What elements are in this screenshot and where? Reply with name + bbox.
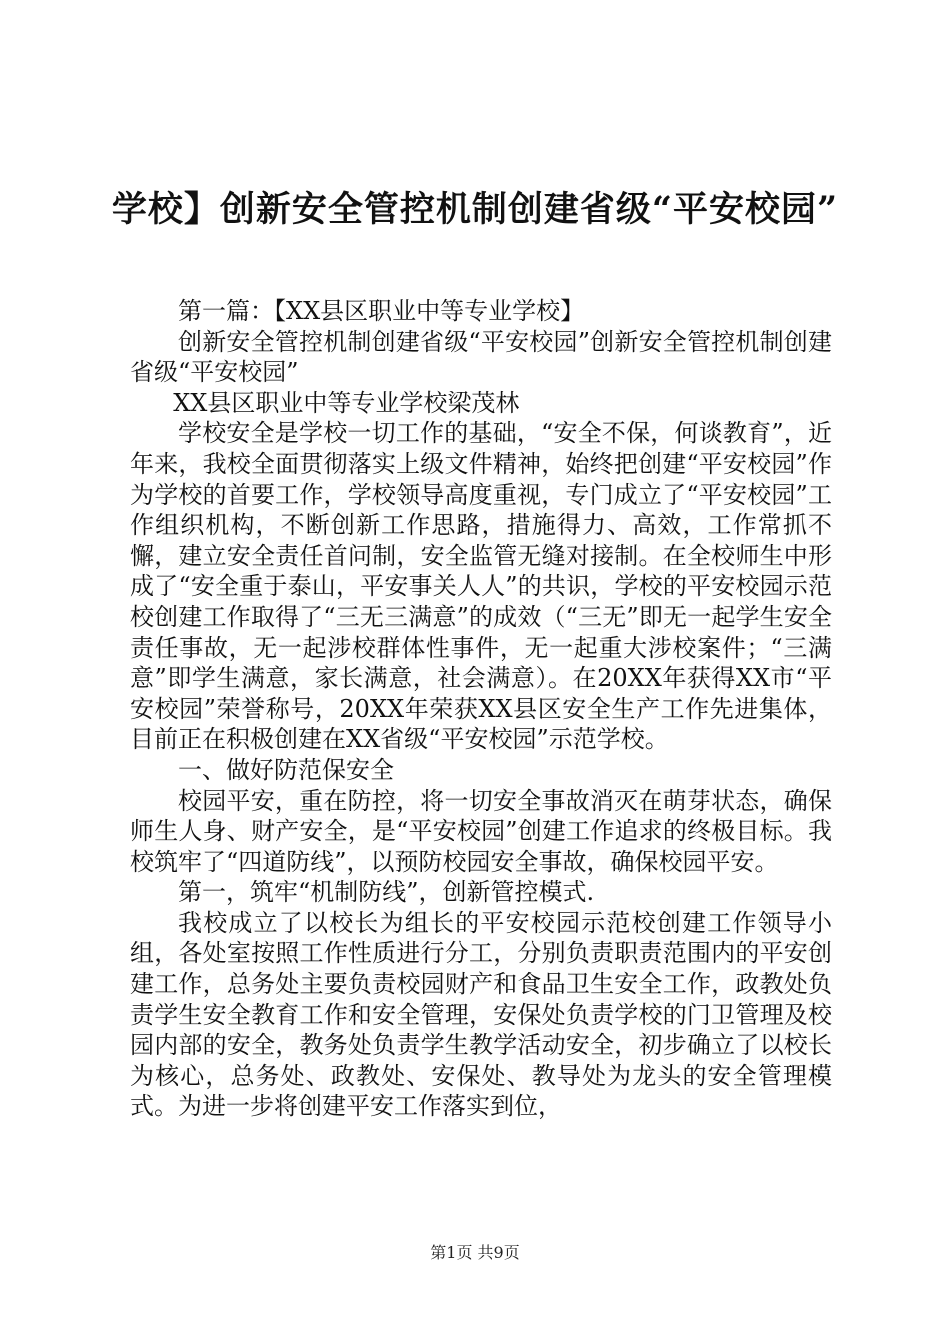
document-body xyxy=(130,296,832,1122)
author-line: XX县区职业中等专业学校梁茂林 xyxy=(173,388,520,417)
body-paragraph: 学校安全是学校一切工作的基础，“安全不保，何谈教育”，近年来，我校全面贯彻落实上级文件精神，始终把创建“平安校园”作为学校的首要工作，学校领导高度重视，专门成立了“平安校园”工作组织机构，不断创新工作思路，措施得力、高效，工作常抓不懈，建立安全责任首问制，安全监管无缝对接制。在全校师生中形成了“安全重于泰山，平安事关人人”的共识，学校的平安校园示范校创建工作取得了“三无三满意”的成效（“三无”即无一起学生安全责任事故，无一起涉校群体性事件，无一起重大涉校案件；“三满意”即学生满意，家长满意，社会满意）。在20XX年获得XX市“平安校园”荣誉称号，20XX年荣获XX县区安全生产工作先进集体，目前正在积极创建在XX省级“平安校园”示范学校。 xyxy=(130,419,832,754)
section-heading: 第一篇：【XX县区职业中等专业学校】 xyxy=(178,297,585,325)
body-paragraph: 校园平安，重在防控，将一切安全事故消灭在萌芽状态，确保师生人身、财产安全，是“平安校园”创建工作追求的终极目标。我校筑牢了“四道防线”，以预防校园安全事故，确保校园平安。 xyxy=(130,786,832,876)
body-paragraph: 我校成立了以校长为组长的平安校园示范校创建工作领导小组，各处室按照工作性质进行分工，分别负责职责范围内的平安创建工作，总务处主要负责校园财产和食品卫生安全工作，政教处负责学生安全教育工作和安全管理，安保处负责学校的门卫管理及校园内部的安全，教务处负责学生教学活动安全，初步确立了以校长为核心，总务处、政教处、安保处、教导处为龙头的安全管理模式。为进一步将创建平安工作落实到位， xyxy=(130,908,832,1121)
document-title: 学校】创新安全管控机制创建省级“平安校园” xyxy=(111,189,839,230)
subtitle-paragraph: 创新安全管控机制创建省级“平安校园”创新安全管控机制创建省级“平安校园” xyxy=(130,327,832,387)
page-footer: 第1页 共9页 xyxy=(430,1243,520,1262)
section-heading: 一、做好防范保安全 xyxy=(178,755,394,784)
subsection-heading: 第一，筑牢“机制防线”，创新管控模式. xyxy=(178,878,595,907)
